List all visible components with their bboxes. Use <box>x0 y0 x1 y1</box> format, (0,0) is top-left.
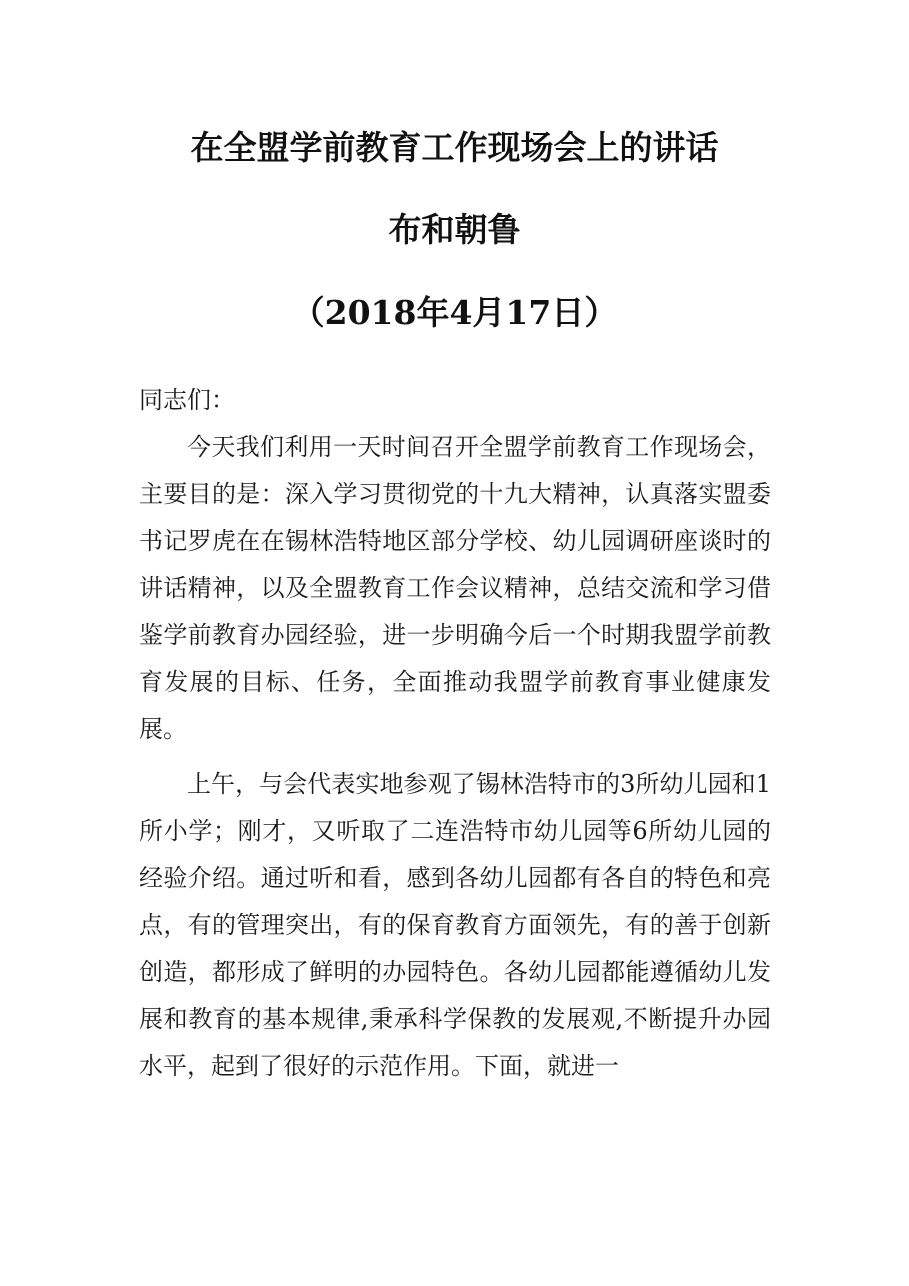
speaker-name: 布和朝鲁 <box>388 210 521 249</box>
salutation: 同志们： <box>139 386 235 414</box>
speech-date: （2018年4月17日） <box>291 293 618 332</box>
paragraph-2: 上午，与会代表实地参观了锡林浩特市的3所幼儿园和1所小学；刚才，又听取了二连浩特市幼儿园等6所幼儿园的经验介绍。通过听和看，感到各幼儿园都有各自的特色和亮点，有的管理突出，有的保育教育方面领先，有的善于创新创造，都形成了鲜明的办园特色。各幼儿园都能遵循幼儿发展和教育的基本规律,秉承科学保教的发展观,不断提升办园水平，起到了很好的示范作用。下面，就进一 <box>139 770 771 1080</box>
paragraph-1: 今天我们利用一天时间召开全盟学前教育工作现场会，主要目的是：深入学习贯彻党的十九大精神，认真落实盟委书记罗虎在在锡林浩特地区部分学校、幼儿园调研座谈时的讲话精神，以及全盟教育工作会议精神，总结交流和学习借鉴学前教育办园经验，进一步明确今后一个时期我盟学前教育发展的目标、任务，全面推动我盟学前教育事业健康发展。 <box>139 433 771 743</box>
document-title: 在全盟学前教育工作现场会上的讲话 <box>190 128 719 167</box>
